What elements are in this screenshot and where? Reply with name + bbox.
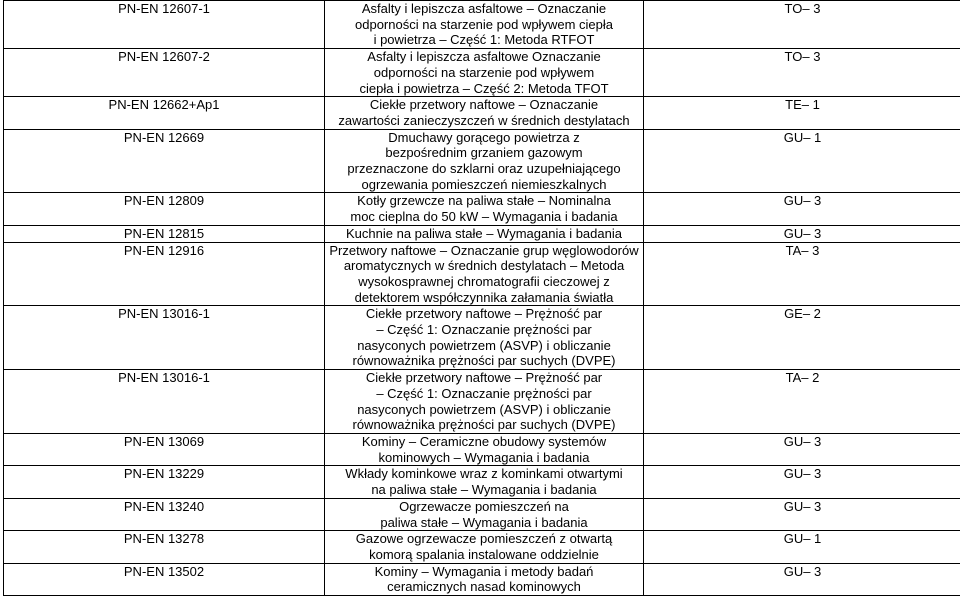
group-code-cell: GU– 3 [644,193,960,225]
standard-title-cell [325,370,644,434]
group-code-cell: TA– 2 [644,370,960,434]
standard-title-cell [325,225,644,242]
standard-code-cell: PN-EN 12916 [4,242,325,306]
table-row [4,563,960,595]
standard-title-line: ciepła i powietrza – Część 2: Metoda TFOT [325,81,643,97]
standard-code-cell: PN-EN 12815 [4,225,325,242]
standard-code-cell: PN-EN 13278 [4,531,325,563]
group-code-cell: GU– 1 [644,129,960,193]
standard-code-cell: PN-EN 12607-1 [4,1,325,49]
standard-title-cell [325,129,644,193]
table-row [4,193,960,225]
standard-code-cell: PN-EN 13229 [4,466,325,498]
table-row [4,97,960,129]
standard-title-line: Kotły grzewcze na paliwa stałe – Nominalna [325,193,643,209]
table-row [4,129,960,193]
group-code-cell: GU– 3 [644,498,960,530]
standard-title-line: Ciekłe przetwory naftowe – Oznaczanie [325,97,643,113]
standard-title-line: – Część 1: Oznaczanie prężności par [325,322,643,338]
standard-title-line: moc cieplna do 50 kW – Wymagania i badania [325,209,643,225]
standard-title-line: wysokosprawnej chromatografii cieczowej z [325,274,643,290]
standard-title-line: Asfalty i lepiszcza asfaltowe Oznaczanie [325,49,643,65]
table-row [4,466,960,498]
standard-code-cell: PN-EN 12607-2 [4,49,325,97]
group-code-cell: TO– 3 [644,49,960,97]
standard-title-line: nasyconych powietrzem (ASVP) i obliczanie [325,338,643,354]
standard-title-cell [325,49,644,97]
standard-title-cell [325,498,644,530]
table-row [4,225,960,242]
standard-title-cell [325,563,644,595]
standard-title-line: na paliwa stałe – Wymagania i badania [325,482,643,498]
standard-title-line: ceramicznych nasad kominowych [325,579,643,595]
table-row [4,306,960,370]
standard-title-line: Przetwory naftowe – Oznaczanie grup węglowodorów [325,243,643,259]
standard-title-cell [325,97,644,129]
standard-title-line: bezpośrednim grzaniem gazowym [325,145,643,161]
standard-title-line: ogrzewania pomieszczeń niemieszkalnych [325,177,643,193]
standard-title-line: Wkłady kominkowe wraz z kominkami otwartymi [325,466,643,482]
standard-title-line: Ogrzewacze pomieszczeń na [325,499,643,515]
standards-table [3,0,960,596]
standard-title-line: Kominy – Ceramiczne obudowy systemów [325,434,643,450]
standard-title-line: nasyconych powietrzem (ASVP) i obliczanie [325,402,643,418]
standard-title-cell [325,193,644,225]
table-row [4,531,960,563]
standard-title-line: paliwa stałe – Wymagania i badania [325,515,643,531]
standard-code-cell: PN-EN 13016-1 [4,370,325,434]
standard-title-line: przeznaczone do szklarni oraz uzupełniającego [325,161,643,177]
group-code-cell: TE– 1 [644,97,960,129]
standard-title-cell [325,306,644,370]
group-code-cell: GU– 3 [644,563,960,595]
group-code-cell: GU– 3 [644,433,960,465]
standard-title-cell [325,1,644,49]
standard-title-line: Ciekłe przetwory naftowe – Prężność par [325,306,643,322]
group-code-cell: GE– 2 [644,306,960,370]
table-row [4,1,960,49]
group-code-cell: TA– 3 [644,242,960,306]
table-row [4,370,960,434]
standard-title-line: aromatycznych w średnich destylatach – Metoda [325,258,643,274]
standards-table-body [4,1,960,596]
standard-code-cell: PN-EN 13240 [4,498,325,530]
standard-title-line: odporności na starzenie pod wpływem ciepła [325,17,643,33]
standard-code-cell: PN-EN 13069 [4,433,325,465]
standard-title-line: detektorem współczynnika załamania światła [325,290,643,306]
standard-code-cell: PN-EN 13502 [4,563,325,595]
standard-title-cell [325,433,644,465]
standard-title-line: kominowych – Wymagania i badania [325,450,643,466]
standard-title-line: Ciekłe przetwory naftowe – Prężność par [325,370,643,386]
table-row [4,433,960,465]
standard-title-line: równoważnika prężności par suchych (DVPE) [325,353,643,369]
standard-title-cell [325,531,644,563]
group-code-cell: GU– 3 [644,225,960,242]
group-code-cell: GU– 1 [644,531,960,563]
standard-title-line: odporności na starzenie pod wpływem [325,65,643,81]
table-row [4,49,960,97]
table-row [4,498,960,530]
standard-code-cell: PN-EN 12809 [4,193,325,225]
standard-title-line: Dmuchawy gorącego powietrza z [325,130,643,146]
standard-title-cell [325,242,644,306]
standard-title-line: komorą spalania instalowane oddzielnie [325,547,643,563]
standard-title-line: Gazowe ogrzewacze pomieszczeń z otwartą [325,531,643,547]
group-code-cell: GU– 3 [644,466,960,498]
standard-title-line: równoważnika prężności par suchych (DVPE) [325,417,643,433]
standard-title-line: Kuchnie na paliwa stałe – Wymagania i badania [325,226,643,242]
table-row [4,242,960,306]
standard-title-line: – Część 1: Oznaczanie prężności par [325,386,643,402]
standard-title-line: zawartości zanieczyszczeń w średnich destylatach [325,113,643,129]
standard-title-line: i powietrza – Część 1: Metoda RTFOT [325,32,643,48]
standard-code-cell: PN-EN 12669 [4,129,325,193]
standard-title-cell [325,466,644,498]
group-code-cell: TO– 3 [644,1,960,49]
standard-code-cell: PN-EN 12662+Ap1 [4,97,325,129]
standard-title-line: Kominy – Wymagania i metody badań [325,564,643,580]
standard-code-cell: PN-EN 13016-1 [4,306,325,370]
standard-title-line: Asfalty i lepiszcza asfaltowe – Oznaczanie [325,1,643,17]
